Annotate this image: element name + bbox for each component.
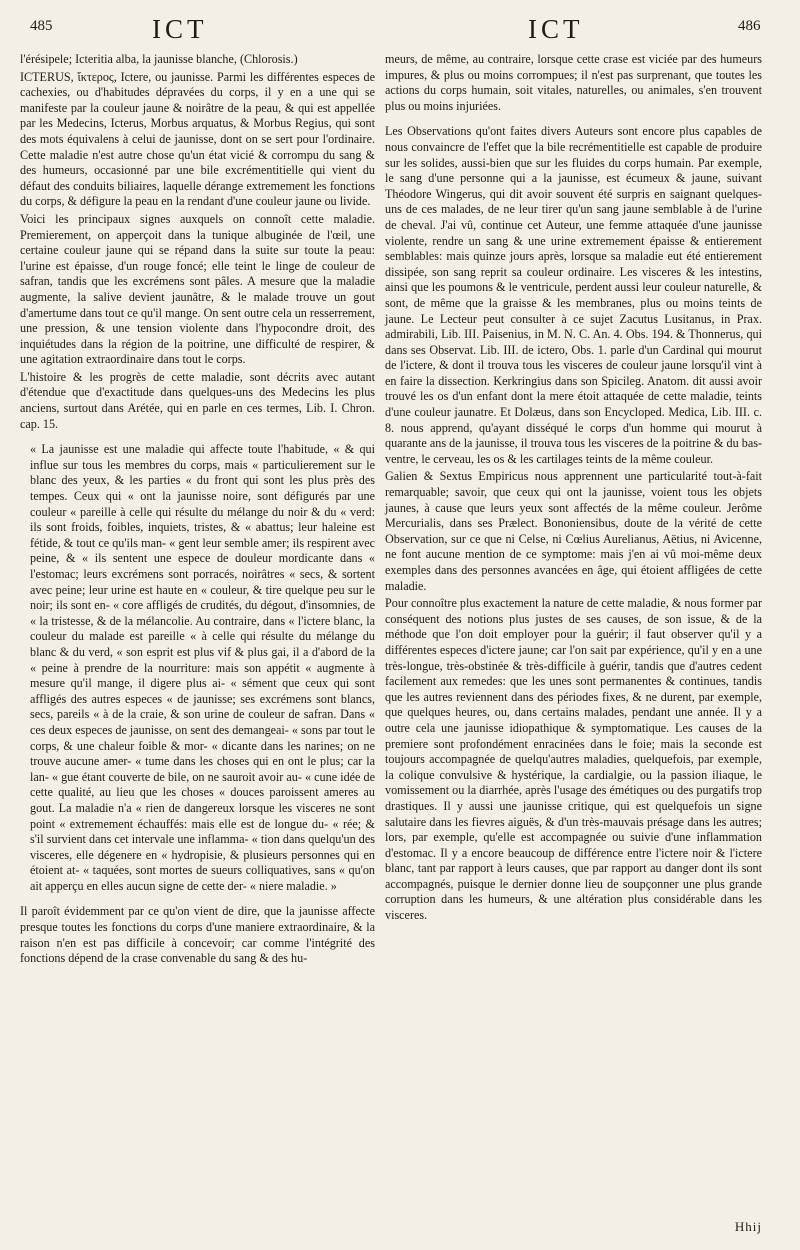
paragraph: meurs, de même, au contraire, lorsque cette crase est viciée par des humeurs impures, & plus ou moins corrompues; il n'est pas surprenant, que toutes les actions du corps humain, soit vitales, naturelles, ou animales, s'en trouvent plus ou moins injuriées. — [385, 52, 762, 113]
quotation: « La jaunisse est une maladie qui affecte toute l'habitude, « & qui influe sur tous les membres du corps, mais « particulierement sur le blanc des yeux, & les parties « du front qui sont les plus près des tempes. Ceux qui « ont la jaunisse noire, sont défigurés par une couleur « pareille à celle qui résulte du mélange du noir & du « verd: ils sont froids, foibles, inquiets, tristes, & « abattus; leur haleine est fétide, & tout ce qu'ils man- « gent leur semble amer; ils respirent avec peine, & « ils sentent une espece de douleur mordicante dans « l'estomac; leurs excrémens sont porracés, noirâtres « secs, & sortent avec peine; leur urine est haute en « couleur, & tire quelque peu sur le noir; ils sont en- « core affligés de crudités, du dégout, d'insomnies, de « la tristesse, & de la mélancolie. Au contraire, dans « l'ictere blanc, la couleur du malade est pareille « à celle qui résulte du mélange du blanc & du verd, « son esprit est plus vif & plus gai, il a d'abord de la « peine à prendre de la nourriture: mais son appétit « augmente à mesure qu'il mange, il digere plus ai- « sément que ceux qui sont affligés des autres especes « de jaunisse; ses excrémens sont blancs, secs, pareils « à de la craie, & son urine de couleur de safran. Dans « ces deux especes de jaunisse, on sent des demangeai- « sons par tout le corps, & une chaleur foible & mor- « dicante dans les narines; on ne trouve aucune amer- « tume dans les choses qui en ont le plus; car la lan- « gue étant couverte de bile, on ne sauroit avoir au- « cune idée de cette qualité, au lieu que les choses « douces paroissent ameres au gout. La maladie n'a « rien de dangereux lorsque les visceres ne sont point « extremement échauffés: mais elle est de longue du- « rée; & s'il survient dans cet intervale une inflamma- « tion dans quelqu'un des visceres, elle dégenere en « hydropisie, & plusieurs personnes qui en étoient at- « taquées, sont mortes de sueurs colliquatives, sans « qu'on ait apperçu en elles aucun signe de cette der- « niere maladie. » — [30, 442, 375, 893]
paragraph: L'histoire & les progrès de cette maladie, sont décrits avec autant d'étendue que d'exactitude dans quelques-uns des Medecins les plus anciens, surtout dans Arétée, qui en parle en ces termes, Lib. I. Chron. cap. 15. — [20, 369, 375, 431]
page-number-right: 486 — [738, 18, 761, 34]
right-column — [385, 52, 762, 926]
running-head-left: ICT — [152, 14, 208, 44]
paragraph: l'érésipele; Icteritia alba, la jaunisse blanche, (Chlorosis.) — [20, 52, 298, 66]
paragraph: Les Observations qu'ont faites divers Auteurs sont encore plus capables de nous convaincre de l'effet que la bile recrémentitielle est capable de produire sur les solides, aussi-bien que sur les fluides du corps humain. Par exemple, le sang d'une personne qui a la jaunisse, est écumeux & jaune, suivant Théodore Wingerus, qui dit avoir souvent été surpris en saignant quelques-uns de ces malades, de ne leur tirer qu'un sang jaune semblable à de l'urine de cheval. J'ai vû, continue cet Auteur, une femme attaquée d'une jaunisse violente, rendre un sang & une urine extremement épaisse & entierement semblables: mais quinze jours après, lorsque sa maladie eut été entierement dissipée, son sang reprit sa couleur ordinaire. Les visceres & les intestins, ainsi que les poumons & le ventricule, perdent aussi leur couleur naturelle, & sont, de même que la graisse & les membranes, plus ou moins teints de jaune. Le Lecteur peut consulter à ce sujet Zacutus Lusitanus, in Prax. admirabili, Lib. III. Paisenius, in M. N. C. An. 4. Obs. 194. & Thonnerus, qui dans ses Observat. Lib. III. de ictero, Obs. 1. parle d'un Cardinal qui mourut de l'ictere, & dont il trouva tous les visceres de couleur jaune lorsqu'il vint à en faire la dissection. Kerkringius dans son Spicileg. Anatom. dit aussi avoir trouvé les os d'un enfant dont la mere étoit attaquée de cette maladie, teints d'une couleur jaunatre. Et Dolæus, dans son Encycloped. Medica, Lib. III. c. 8. nous apprend, qu'ayant disséqué le corps d'un homme qui mourut à quarante ans de la jaunisse, il trouva tous les visceres de la poitrine & du bas-ventre, le cerveau, les os & les cartilages teints de la même couleur. — [385, 124, 762, 466]
paragraph: ICTERUS, ἴκτερος, Ictere, ou jaunisse. Parmi les différentes especes de cachexies, ou d'habitudes dépravées du corps, il y en a une qui se manifeste par la couleur jaune & noirâtre de la peau, & qui est appellée par les Medecins, Icterus, Morbus arquatus, & Morbus Regius, qui sont des mots équivalens à celui de jaunisse, dont on se sert pour l'ordinaire. Cette maladie n'est autre chose qu'un état vicié & corrompu du sang & des humeurs, occasionné par une bile excrémentitielle qui vient du défaut des conduits biliaires, laquelle dérange extremement les fonctions du corps, & défigure la peau en la rendant d'une couleur jaune ou livide. — [20, 69, 375, 209]
left-column — [20, 52, 375, 969]
paragraph: Galien & Sextus Empiricus nous apprennent une particularité tout-à-fait remarquable; savoir, que ceux qui ont la jaunisse, voient tous les objets jaunes, à cause que leurs yeux sont affectés de la même couleur. Jerôme Mercurialis, dans ses Prælect. Bononiensibus, doute de la vérité de cette Observation, sur ce que ni Celse, ni Cœlius Aurelianus, Aëtius, ni Avicenne, ne font aucune mention de ce symptome: mais j'en ai vû moi-même deux exemples dans des personnes avancées en âge, qui étoient affligées de cette maladie. — [385, 469, 762, 593]
page-number-left: 485 — [30, 18, 53, 34]
signature-mark: Hhij — [734, 1219, 762, 1234]
paragraph: Pour connoître plus exactement la nature de cette maladie, & nous former par conséquent des notions plus justes de ses causes, de son issue, & de la méthode que l'on doit employer pour la guérir; il faut observer qu'il y a différentes especes d'ictere jaune; car l'on sait par expérience, qu'il y en a une très-longue, très-obstinée & très-difficile à guérir, tandis que d'autres cedent facilement aux remedes: que les unes sont permanentes & continues, tandis que les autres reviennent dans des périodes fixes, & ne durent, par exemple, que quelques heures, ou, dans certains malades, pendant une année. Il y a outre cela une jaunisse idiopathique & symptomatique. Les causes de la premiere sont profondément enracinées dans le foie; mais la seconde est toujours accompagnée de quelqu'autres maladies, quelquefois, par exemple, la colique convulsive & hystérique, la cardialgie, ou la passion iliaque, le vomissement ou la diarrhée, après l'usage des émétiques ou des purgatifs trop drastiques. Il y aussi une jaunisse critique, qui est quelquefois un signe salutaire dans les fievres aiguës, & d'un très-mauvais présage dans les autres; lors, par exemple, qu'elle est accompagnée ou suivie d'une inflammation d'estomac. Il y a encore beaucoup de différence entre l'ictere noir & l'ictere blanc, tant par rapport à leurs causes, que par rapport au danger dont ils sont accompagnés, puisque le dernier donne lieu de soupçonner une plus grande corruption dans les humeurs, & une altération plus considérable dans les visceres. — [385, 596, 762, 923]
paragraph: Voici les principaux signes auxquels on connoît cette maladie. Premierement, on apperçoit dans la tunique albuginée de l'œil, une certaine couleur jaune qui se répand dans la suite sur toute la peau: l'urine est épaisse, d'un rouge foncé; elle teint le linge de couleur de safran, tandis que les excrémens sont pâles. A mesure que la maladie augmente, la salive devient jaunâtre, & le malade trouve un gout d'amertume dans tout ce qu'il mange. On sent outre cela un resserrement, une pression, & une tension violente dans l'hypocondre droit, des inquiétudes dans la région de la poitrine, une difficulté de respirer, & une agitation extraordinaire dans tout le corps. — [20, 211, 375, 367]
running-head-right: ICT — [528, 14, 584, 44]
paragraph: Il paroît évidemment par ce qu'on vient de dire, que la jaunisse affecte presque toutes les fonctions du corps d'une maniere extraordinaire, & la raison n'en est pas difficile à concevoir; car comme l'intégrité des fonctions dépend de la crase convenable du sang & des hu- — [20, 904, 375, 966]
